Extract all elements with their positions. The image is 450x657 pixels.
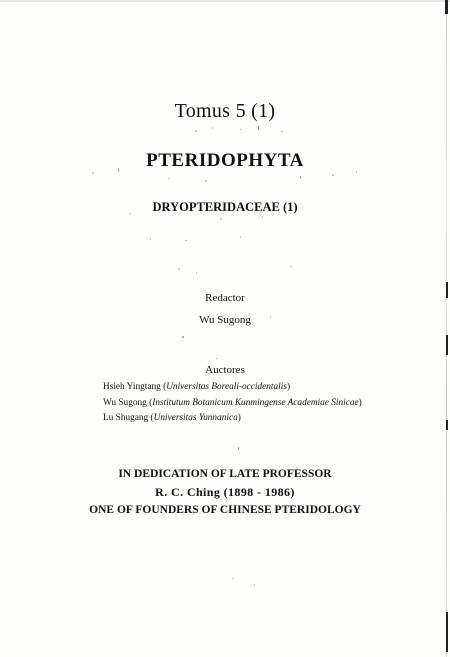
dedication-block xyxy=(0,465,450,519)
author-line xyxy=(103,411,433,427)
scan-right-edge xyxy=(446,0,447,657)
author-name: Hsieh Yingtang xyxy=(103,382,161,392)
author-institution: Universitas Boreali-occidentalis xyxy=(166,382,287,392)
author-line xyxy=(103,380,433,396)
volume-number: Tomus 5 (1) xyxy=(174,100,276,122)
auctores-label: Auctores xyxy=(205,364,245,376)
author-institution: Universitas Yunnanica xyxy=(153,413,238,423)
scan-edge-mark xyxy=(446,420,448,430)
paren-close: ) xyxy=(286,382,291,392)
scan-edge-mark xyxy=(446,335,448,355)
division-title: PTERIDOPHYTA xyxy=(146,150,304,171)
paren-close: ) xyxy=(237,413,241,423)
family-title: DRYOPTERIDACEAE (1) xyxy=(152,200,298,214)
scan-top-edge xyxy=(0,0,450,2)
scan-edge-mark xyxy=(446,612,448,652)
dedication-line: ONE OF FOUNDERS OF CHINESE PTERIDOLOGY xyxy=(89,504,361,516)
author-name: Lu Shugang xyxy=(103,413,149,423)
paren-open: ( xyxy=(148,413,154,423)
scan-edge-mark xyxy=(445,0,448,14)
dedication-honoree: R. C. Ching (1898 - 1986) xyxy=(155,485,295,499)
paren-close: ) xyxy=(358,397,362,408)
redactor-name: Wu Sugong xyxy=(199,314,251,326)
dedication-line: IN DEDICATION OF LATE PROFESSOR xyxy=(118,468,332,480)
author-institution: Institutum Botanicum Kunmingense Academiae Sinicae xyxy=(152,397,359,408)
redactor-label: Redactor xyxy=(205,292,245,304)
paren-open: ( xyxy=(146,397,153,408)
paren-open: ( xyxy=(160,382,167,392)
author-name: Wu Sugong xyxy=(103,397,147,408)
author-line xyxy=(103,396,433,412)
author-list xyxy=(103,380,433,427)
